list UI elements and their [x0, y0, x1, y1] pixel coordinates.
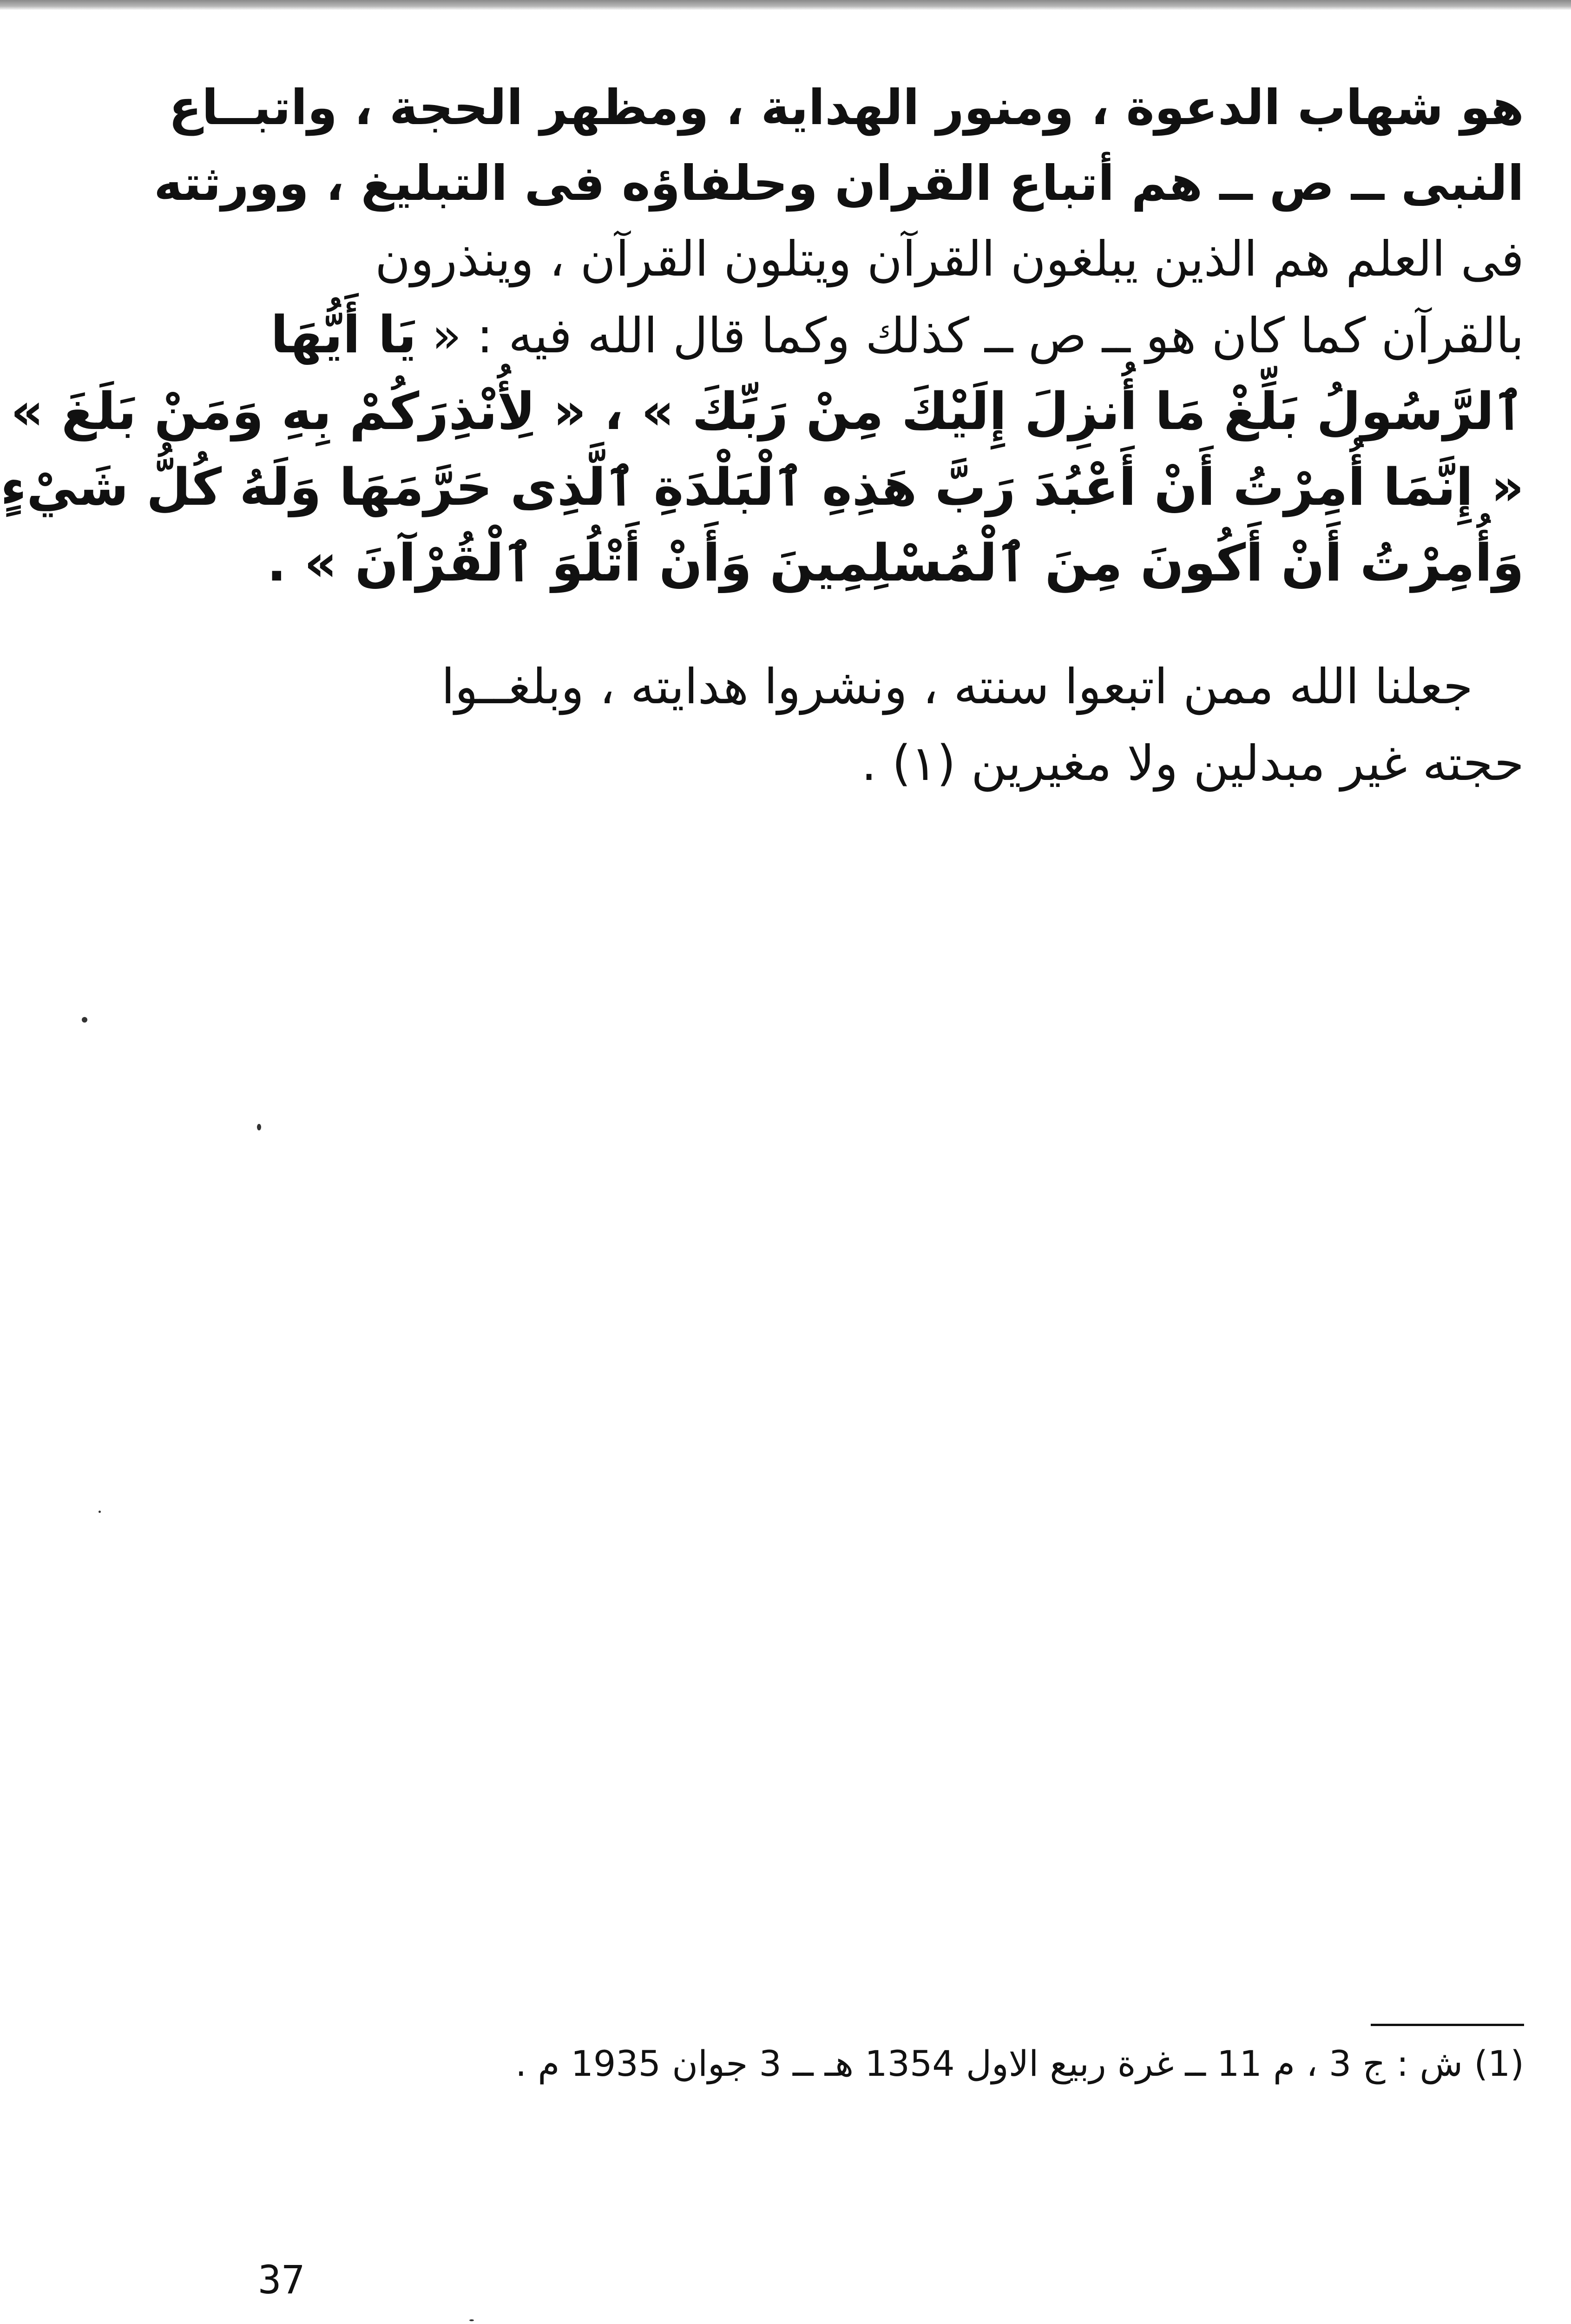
footnote: (1) ش : ج 3 ، م 11 ــ غرة ربيع الاول 1354 هـ ــ 3 جوان 1935 م . — [515, 2043, 1524, 2084]
text-line-5: جعلنا الله ممن اتبعوا سنته ، ونشروا هدايته ، وبلغــوا — [441, 658, 1473, 715]
text-line-1: هو شهاب الدعوة ، ومنور الهداية ، ومظهر الحجة ، واتبــاع — [169, 79, 1524, 136]
scan-speck — [257, 1124, 261, 1130]
scan-speck — [469, 2319, 474, 2321]
text-line-6: حجته غير مبدلين ولا مغيرين (١) . — [861, 735, 1524, 792]
quran-verse-line-3: وَأُمِرْتُ أَنْ أَكُونَ مِنَ ٱلْمُسْلِمِينَ وَأَنْ أَتْلُوَ ٱلْقُرْآنَ » . — [267, 533, 1524, 593]
quran-verse-line-2: « إِنَّمَا أُمِرْتُ أَنْ أَعْبُدَ رَبَّ هَذِهِ ٱلْبَلْدَةِ ٱلَّذِى حَرَّمَهَا وَلَهُ كُلُّ شَيْءٍ — [0, 457, 1524, 517]
text-line-2: النبى ــ ص ــ هم أتباع القران وحلفاؤه فى التبليغ ، وورثته — [154, 155, 1524, 211]
paragraph-2 — [242, 648, 1524, 802]
scan-edge — [0, 0, 1571, 10]
text-line-4 — [242, 297, 1524, 374]
page-number: 37 — [258, 2257, 305, 2303]
scan-speck — [99, 1511, 101, 1513]
text-line-3: فى العلم هم الذين يبلغون القرآن ويتلون القرآن ، وينذرون — [375, 231, 1524, 287]
scan-speck — [82, 1017, 87, 1023]
footnote-divider — [1371, 2024, 1524, 2026]
quran-verse-line-1: ٱلرَّسُولُ بَلِّغْ مَا أُنزِلَ إِلَيْكَ مِنْ رَبِّكَ » ، « لِأُنْذِرَكُمْ بِهِ وَمَنْ بَلَغَ » — [10, 382, 1524, 441]
quran-verse-start: يَا أَيُّهَا — [270, 305, 417, 364]
paragraph-1 — [0, 70, 1524, 601]
text-line-4-plain: بالقرآن كما كان هو ــ ص ــ كذلك وكما قال الله فيه : « — [432, 307, 1524, 364]
